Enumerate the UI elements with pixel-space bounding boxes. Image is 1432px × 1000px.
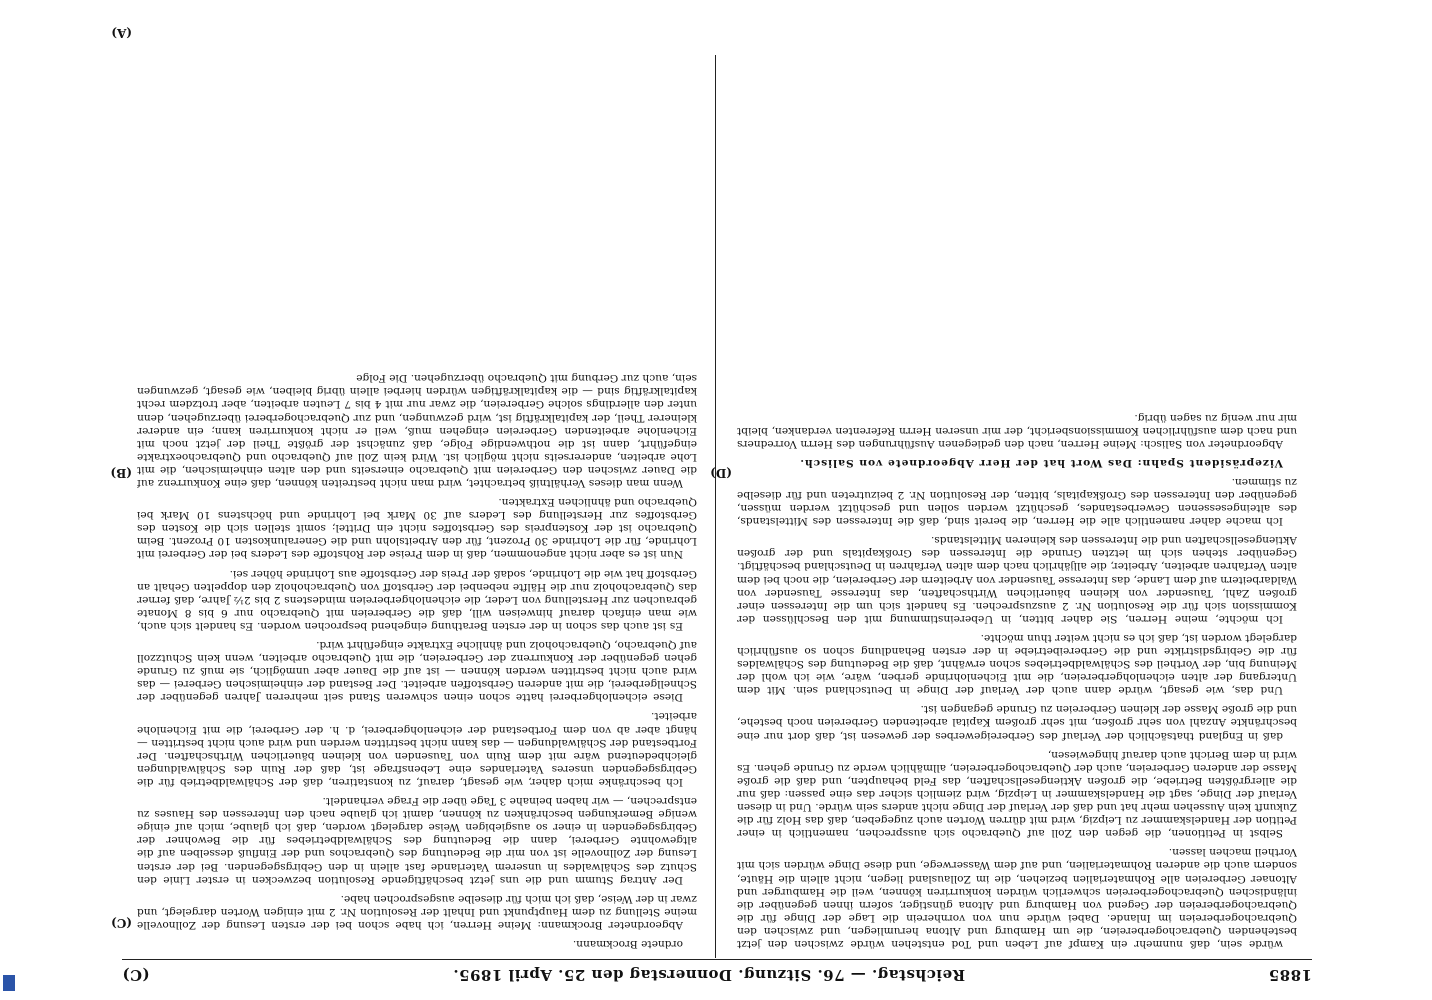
text-column-left xyxy=(737,70,1297,950)
paragraph: würde sein, daß nunmehr ein Kampf auf Leben und Tod entstehen würde zwischen den jetzt bestehenden Quebrachogerbereien, die um Hamburg und Altona herumliegen, und zwischen den Quebrachogerbereien im Inlande. Dabei würde nun von vornherein die Lage der Dinge für die Quebrachogerbereien der Gegend von Hamburg und Altona günstiger, sofern ihnen gegenüber die inländischen Quebrachogerbereien schwerlich würden konkurriren können, weil die Hamburger und Altonaer Gerbereien alle Rohmaterialien beziehen, die im Zollausland liegen, nicht allein die Häute, sondern auch die anderen Rohmaterialien, und auf dem Wasserwege, und diese Dinge würden sich mit Vortheil machen lassen. xyxy=(737,846,1297,950)
paragraph: Selbst in Petitionen, die gegen den Zoll auf Quebracho sich aussprechen, namentlich in einer Petition der Handelskammer zu Leipzig, wird mit dürren Worten auch zugegeben, daß das Holz für die Zukunft kein Aussehen mehr hat und daß der Verlauf der Dinge nicht anders sein würde. Und in diesen Verlauf der Dinge, sagt die Handelskammer in Leipzig, wird ziemlich sicher das eine passen: daß nur die allergrößten Betriebe, die großen Aktiengesellschaften, das Feld behaupten, und daß die große Masse der anderen Gerbereien, auch der Quebrachogerbereien, allmählich werde zu Grunde gehen. Es wird in dem Bericht auch darauf hingewiesen, xyxy=(737,748,1297,840)
paragraph: Der Antrag Stumm und die uns jetzt beschäftigende Resolution bezwecken in erster Linie den Schutz des Schälwaldes in unserem Vaterlande fast allein in den Gebirgsgegenden. Bei der ersten Lesung der Zollnovelle ist von mir die Bedeutung des Quebrachos und der Einfluß desselben auf die altgewohnte Gerberei, dann die Bedeutung des Schälwaldbetriebes für die Bewohner der Gebirgsgegenden in einer so ausgiebigen Weise dargelegt worden, daß ich glaube, mich auf einige wenige Bemerkungen beschränken zu können, damit ich glaube nach den Interessen des Hauses zu entsprechen, — wir haben beinahe 3 Tage über die Frage verhandelt. xyxy=(137,795,697,886)
margin-marker-a: (A) xyxy=(111,26,132,40)
paragraph: Ich möchte, meine Herren, Sie daher bitten, in Uebereinstimmung mit den Beschlüssen der Kommission sich für die Resolution Nr. 2 auszusprechen. Es handelt sich um die Interessen einer großen Zahl, Tausender von kleinen bäuerlichen Wirthschaften, das Interesse Tausender von Waldarbeitern auf dem Lande, das Interesse Tausender von Arbeitern der Gerbereien, die noch bei dem alten Verfahren arbeiten, Arbeiter, die alljährlich nach dem alten Verfahren in Deutschland beschäftigt. Gegenüber stehen sich im letzten Grunde die Interessen des Großkapitals und der großen Aktiengesellschaften und die Interessen des kleineren Mittelstands. xyxy=(737,534,1297,625)
paragraph: Abgeordneter von Salisch: Meine Herren, nach den gediegenen Ausführungen des Herrn Vorredners und nach dem ausführlichen Kommissionsbericht, der mir unseren Herrn Referenten verdanken, bleibt mir nur wenig zu sagen übrig. xyxy=(737,411,1297,450)
margin-marker-d: (D) xyxy=(710,466,732,480)
paragraph: Nun ist es aber nicht angenommen, daß in dem Preise der Rohstoffe des Leders bei der Gerberei mit Lohrinde, für die Lohrinde 30 Prozent, für den Arbeitslohn und die Generalunkosten 10 Prozent. Beim Quebracho ist der Kostenpreis des Gerbstoffes nicht ein Drittel; somit stellen sich die Kosten des Gerbstoffes zur Herstellung des Leders auf 30 Mark bei Lohrinde und höchstens 10 Mark bei Quebracho und ähnlichen Extrakten. xyxy=(137,496,697,561)
margin-marker-b: (B) xyxy=(110,466,132,480)
paragraph: Diese eichenlohgerberei hatte schon einen schweren Stand seit mehreren Jahren gegenüber der Schnellgerberei, die mit anderen Gerbstoffen arbeitet. Der Bestand der einheimischen Gerberei — das wird auch nicht bestritten werden können — ist auf die Dauer aber unmöglich, sie muß zu Grunde gehen gegenüber der Konkurrenz der Gerbereien, die mit Quebracho arbeiten, wenn kein Schutzzoll auf Quebracho, Quebrachoholz und ähnliche Extrakte eingeführt wird. xyxy=(137,639,697,704)
paragraph: daß in England thatsächlich der Verlauf des Gerbereigewerbes der gewesen ist, daß dort nur eine beschränkte Anzahl von sehr großen, mit sehr großem Kapital arbeitenden Gerbereien noch bestehe, und die große Masse der kleinen Gerbereien zu Grunde gegangen ist. xyxy=(737,703,1297,742)
margin-marker-c: (C) xyxy=(111,916,132,930)
paragraph: Es ist auch das schon in der ersten Berathung eingehend besprochen worden. Es handelt sich auch, wie man einfach darauf hinweisen will, daß die Gerbereien mit Quebracho nur 6 bis 8 Monate gebrauchen zur Herstellung von Leder, die eichenlohgerbereien mindestens 2 bis 2½ Jahre, daß ferner das Quebrachoholz nur die Hälfte nebenbei der Gerbstoff von Quebrachoholz den doppelten Gehalt an Gerbstoff hat wie die Lohrinde, sodaß der Preis der Gerbstoffe aus Lohrinde höher sei. xyxy=(137,567,697,632)
paragraph: Abgeordneter Brockmann: Meine Herren, ich habe schon bei der ersten Lesung der Zollnovelle meine Stellung zu dem Hauptpunkt und Inhalt der Resolution Nr. 2 mit einigen Worten dargelegt, und zwar in der Weise, daß ich mich für dieselbe ausgesprochen habe. xyxy=(137,892,697,931)
column-divider xyxy=(715,55,716,958)
speaker-paragraph: Vizepräsident Spahn: Das Wort hat der Herr Abgeordnete von Salisch. xyxy=(799,456,1283,469)
page-number: 1885 xyxy=(1268,966,1312,984)
header-rule xyxy=(122,959,1312,960)
paragraph: Und das, wie gesagt, würde dann auch der Verlauf der Dinge in Deutschland sein. Mit dem Untergang der alten eichenlohgerbereien, die mit Eichenlohrinde gerben, wäre, wie ich wohl der Meinung bin, der Vortheil des Schälwaldbetriebes schon erwähnt, daß die Bedeutung des Schälwaldes für die Gebirgsdistrikte und die Gerbereibetriebe in der ersten Behandlung schon so ausführlich dargelegt worden ist, daß ich es nicht weiter thun möchte. xyxy=(737,631,1297,697)
dfg-logo xyxy=(3,975,15,991)
page-header xyxy=(122,960,1312,990)
paragraph: ordnete Brockmann. xyxy=(572,938,683,950)
paragraph: Wenn man dieses Verhältniß betrachtet, wird man nicht bestreiten können, daß eine Konkurrenz auf die Dauer zwischen den Gerbereien mit Quebracho einerseits und den alten einheimischen, die mit Lohe arbeiten, andererseits nicht möglich ist. Wird kein Zoll auf Quebracho und Quebrachoextrakte eingeführt, dann ist die nothwendige Folge, daß zunächst der größte Theil der jetzt noch mit Eichenlohe arbeitenden Gerbereien eingehen muß, weil er nicht konkurriren kann; ein anderer kleinerer Theil, der kapitalkräftig ist, wird gezwungen, und zur Quebrachogerberei überzugehen, denn unter den allerdings solche Gerbereien, die zwar nur mit 4 bis 7 Leuten arbeiten, aber trotzdem recht kapitalkräftig sind — die kapitalkräftigen würden hierbei allein übrig bleiben, wie gesagt, gezwungen sein, auch zur Gerbung mit Quebracho überzugehen. Die Folge xyxy=(137,372,697,489)
paragraph: Ich beschränke mich daher, wie gesagt, darauf, zu konstatiren, daß der Schälwaldbetrieb für die Gebirgsgegenden unseres Vaterlandes eine Lebensfrage ist, daß der Ruin des Schälwaldungen gleichbedeutend wäre mit dem Ruin von Tausenden von kleinen bäuerlichen Wirthschaften. Der Fortbestand der Schälwaldungen — das kann nicht bestritten werden und wird auch nicht bestritten — hängt aber ab von dem Fortbestand der eichenlohgerberei, d. h. der Gerberei, die mit Eichenlohe arbeitet. xyxy=(137,710,697,788)
page-title: Reichstag. — 76. Sitzung. Donnerstag den 25. April 1895. xyxy=(452,966,966,984)
paragraph: Ich mache daher namentlich alle die Herren, die bereit sind, daß die Interessen des Mittelstands, des alteingesessenen Gewerbestandes, geschützt werden sollen und geschützt werden müssen, gegenüber den Interessen des Großkapitals, bitten, der Resolution Nr. 2 beizutreten und für dieselbe zu stimmen. xyxy=(737,475,1297,528)
margin-marker-header: (C) xyxy=(122,966,150,984)
text-column-right xyxy=(137,70,697,950)
